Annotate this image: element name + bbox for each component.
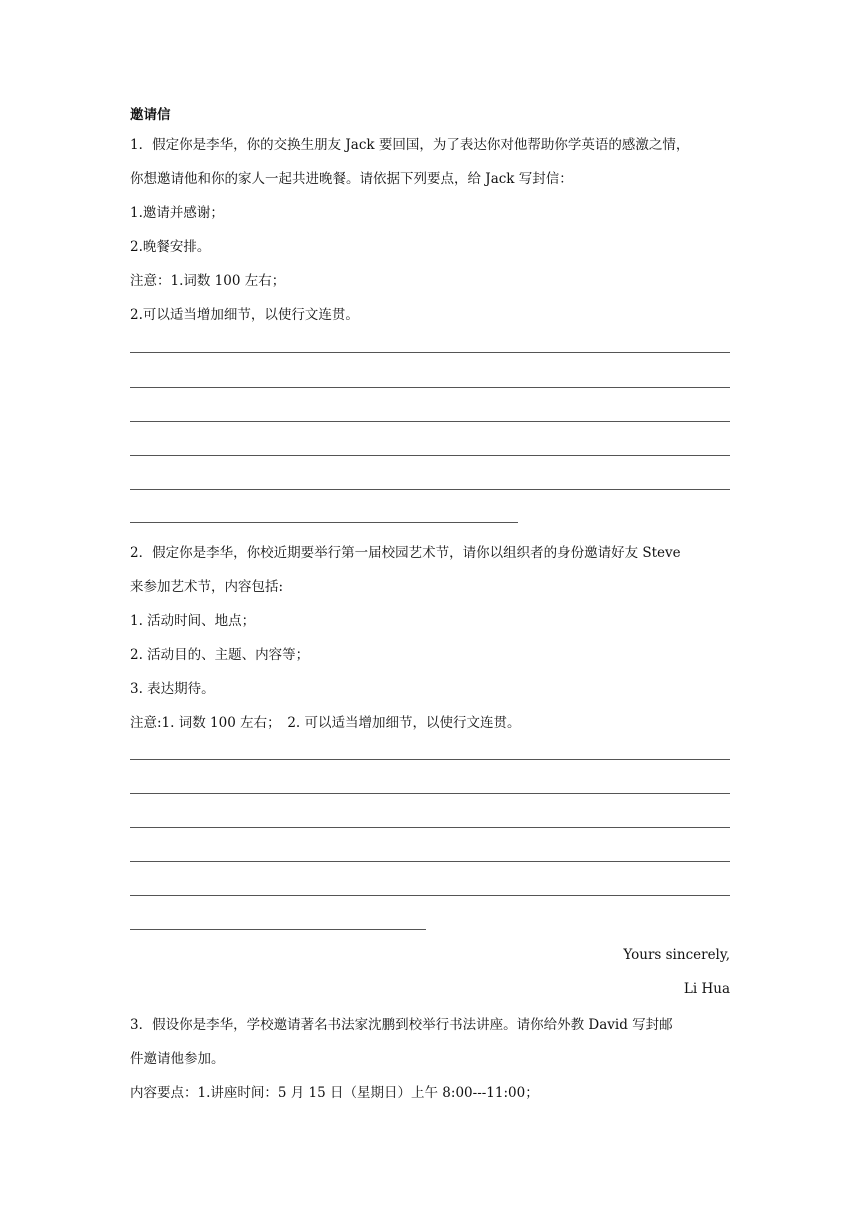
q1-point2: 2.晚餐安排。 bbox=[130, 239, 211, 255]
answer-line[interactable] bbox=[130, 352, 730, 353]
answer-line[interactable] bbox=[130, 827, 730, 828]
answer-line[interactable] bbox=[130, 793, 730, 794]
q2-point2: 2. 活动目的、主题、内容等； bbox=[130, 647, 310, 663]
q3-prompt-line2: 件邀请他参加。 bbox=[130, 1051, 225, 1067]
q3-point1: 内容要点：1.讲座时间：5 月 15 日（星期日）上午 8:00---11:00； bbox=[130, 1085, 539, 1101]
q2-note: 注意:1. 词数 100 左右； 2. 可以适当增加细节，以使行文连贯。 bbox=[130, 715, 521, 731]
q3-prompt-line1: 3．假设你是李华，学校邀请著名书法家沈鹏到校举行书法讲座。请你给外教 David 写封邮 bbox=[130, 1017, 673, 1033]
q2-prompt-line1: 2．假定你是李华，你校近期要举行第一届校园艺术节，请你以组织者的身份邀请好友 Steve bbox=[130, 545, 681, 561]
document-title: 邀请信 bbox=[130, 107, 171, 123]
q2-point3: 3. 表达期待。 bbox=[130, 681, 215, 697]
answer-line[interactable] bbox=[130, 759, 730, 760]
q2-prompt-line2: 来参加艺术节，内容包括: bbox=[130, 579, 284, 595]
q2-point1: 1. 活动时间、地点； bbox=[130, 613, 256, 629]
q1-note2: 2.可以适当增加细节，以使行文连贯。 bbox=[130, 307, 359, 323]
answer-line[interactable] bbox=[130, 489, 730, 490]
q1-prompt-line1: 1．假定你是李华，你的交换生朋友 Jack 要回国，为了表达你对他帮助你学英语的感激之情， bbox=[130, 137, 690, 153]
letter-closing: Yours sincerely, bbox=[623, 947, 730, 963]
letter-signature: Li Hua bbox=[683, 981, 730, 997]
answer-line[interactable] bbox=[130, 455, 730, 456]
q1-note1: 注意：1.词数 100 左右； bbox=[130, 273, 286, 289]
answer-line[interactable] bbox=[130, 861, 730, 862]
answer-line-short[interactable] bbox=[130, 522, 518, 523]
answer-line[interactable] bbox=[130, 895, 730, 896]
answer-line-short[interactable] bbox=[130, 929, 426, 930]
answer-line[interactable] bbox=[130, 421, 730, 422]
q1-prompt-line2: 你想邀请他和你的家人一起共进晚餐。请依据下列要点，给 Jack 写封信： bbox=[130, 171, 573, 187]
q1-point1: 1.邀请并感谢； bbox=[130, 205, 224, 221]
answer-line[interactable] bbox=[130, 387, 730, 388]
